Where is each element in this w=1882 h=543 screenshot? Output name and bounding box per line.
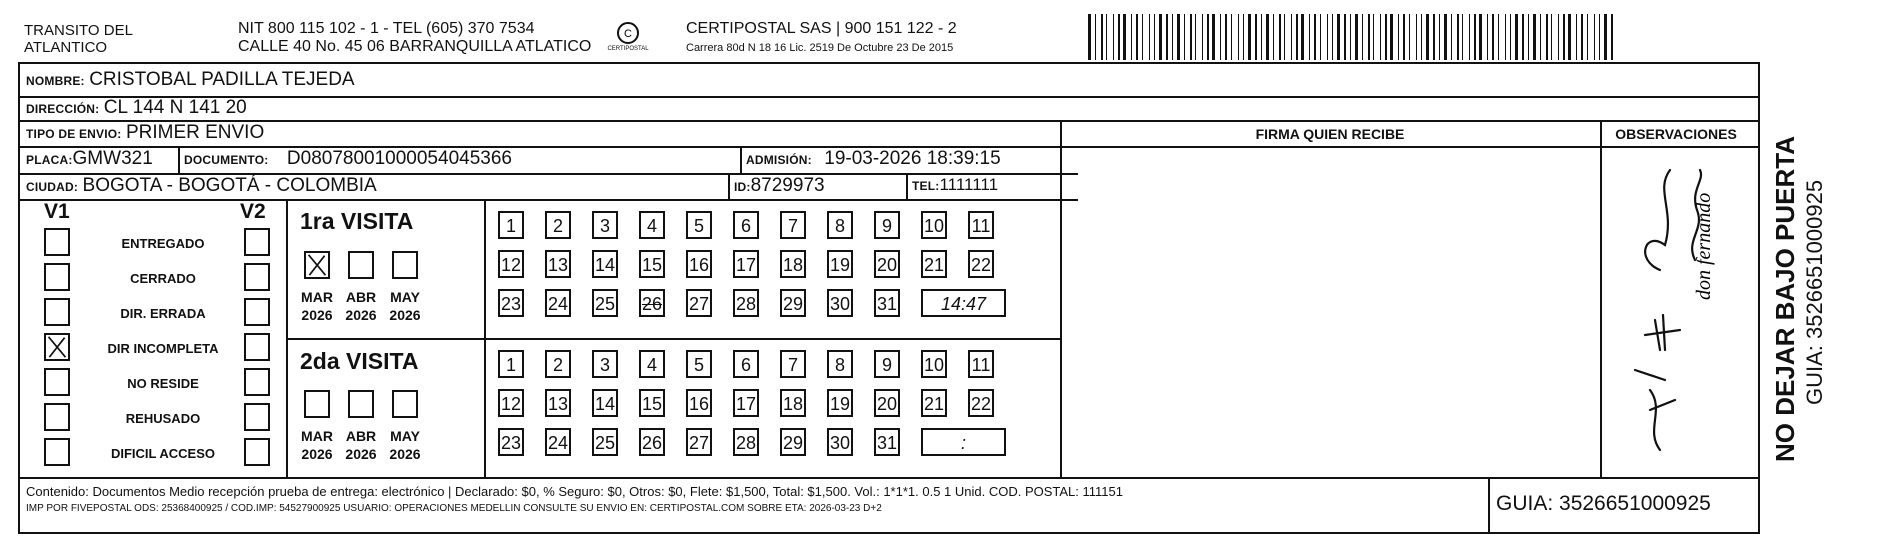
divider [178, 146, 180, 173]
day-box[interactable]: 16 [686, 389, 712, 417]
tel-value: 1111111 [939, 175, 999, 194]
day-box[interactable]: 17 [733, 250, 759, 278]
day-box[interactable]: 31 [874, 428, 900, 456]
day-box[interactable]: 24 [545, 428, 571, 456]
time-box[interactable]: : [921, 428, 1006, 456]
day-box[interactable]: 9 [874, 211, 900, 239]
tipo-row [26, 122, 264, 144]
tel-row [912, 175, 998, 195]
month-checkbox[interactable] [304, 390, 330, 418]
admision-value: 19-03-2026 18:39:15 [824, 148, 1001, 169]
divider [1752, 62, 1754, 534]
v2-checkbox[interactable] [244, 368, 270, 396]
v1-checkbox[interactable] [44, 333, 70, 361]
month-label: MAY [390, 428, 420, 444]
placa-value: GMW321 [72, 148, 153, 169]
barcode [1088, 14, 1616, 60]
v1-checkbox[interactable] [44, 228, 70, 256]
id-row [734, 175, 825, 197]
observaciones-header: OBSERVACIONES [1615, 126, 1737, 142]
day-box[interactable]: 25 [592, 289, 618, 317]
day-box[interactable]: 12 [498, 250, 524, 278]
day-box[interactable]: 3 [592, 211, 618, 239]
day-box[interactable]: 10 [921, 211, 947, 239]
day-box[interactable]: 3 [592, 350, 618, 378]
reason-label: NO RESIDE [127, 376, 199, 391]
day-box[interactable]: 28 [733, 289, 759, 317]
day-box[interactable]: 2 [545, 211, 571, 239]
day-box[interactable]: 4 [639, 350, 665, 378]
tel-label: TEL: [912, 179, 940, 193]
nombre-row [26, 69, 355, 91]
day-box[interactable]: 6 [733, 350, 759, 378]
day-box[interactable]: 18 [780, 389, 806, 417]
month-checkbox[interactable] [348, 390, 374, 418]
ciudad-label: CIUDAD: [26, 180, 79, 194]
day-box[interactable]: 29 [780, 428, 806, 456]
divider [906, 173, 908, 199]
v1-checkbox[interactable] [44, 368, 70, 396]
day-box[interactable]: 11 [968, 350, 994, 378]
divider [1488, 477, 1490, 534]
day-box[interactable]: 5 [686, 350, 712, 378]
divider [18, 96, 1760, 98]
day-box[interactable]: 26 [639, 428, 665, 456]
day-box[interactable]: 23 [498, 289, 524, 317]
year-label: 2026 [389, 446, 421, 462]
day-box[interactable]: 27 [686, 428, 712, 456]
day-box[interactable]: 17 [733, 389, 759, 417]
month-label: MAR [301, 428, 333, 444]
placa-row [26, 148, 153, 170]
day-box[interactable]: 20 [874, 250, 900, 278]
placa-label: PLACA: [26, 153, 73, 167]
year-label: 2026 [345, 446, 377, 462]
day-box[interactable]: 10 [921, 350, 947, 378]
day-box[interactable]: 11 [968, 211, 994, 239]
year-label: 2026 [345, 307, 377, 323]
nit-line: NIT 800 115 102 - 1 - TEL (605) 370 7534 [238, 20, 535, 37]
v2-checkbox[interactable] [244, 403, 270, 431]
day-box[interactable]: 8 [827, 211, 853, 239]
year-label: 2026 [389, 307, 421, 323]
nombre-value: CRISTOBAL PADILLA TEJEDA [89, 69, 355, 90]
day-box[interactable]: 30 [827, 289, 853, 317]
day-box[interactable]: 9 [874, 350, 900, 378]
day-box[interactable]: 15 [639, 250, 665, 278]
day-box[interactable]: 15 [639, 389, 665, 417]
side-warning: NO DEJAR BAJO PUERTA [1770, 135, 1800, 462]
month-checkbox[interactable] [348, 251, 374, 279]
direccion-value: CL 144 N 141 20 [103, 97, 247, 118]
v2-checkbox[interactable] [244, 263, 270, 291]
day-box[interactable]: 30 [827, 428, 853, 456]
documento-value: D08078001000054045366 [286, 148, 512, 169]
day-box[interactable]: 7 [780, 211, 806, 239]
day-box[interactable]: 18 [780, 250, 806, 278]
documento-row [184, 148, 512, 170]
day-box[interactable]: 24 [545, 289, 571, 317]
month-label: MAR [301, 289, 333, 305]
day-box[interactable]: 5 [686, 211, 712, 239]
day-box[interactable]: 2 [545, 350, 571, 378]
year-label: 2026 [301, 307, 333, 323]
nombre-label: NOMBRE: [26, 74, 85, 88]
certipostal-logo-text: CERTIPOSTAL [607, 46, 649, 52]
visit2-title: 2da VISITA [300, 348, 419, 374]
day-box[interactable]: 29 [780, 289, 806, 317]
admision-label: ADMISIÓN: [746, 153, 812, 167]
v2-checkbox[interactable] [244, 298, 270, 326]
day-box[interactable]: 23 [498, 428, 524, 456]
year-label: 2026 [301, 446, 333, 462]
v2-checkbox[interactable] [244, 333, 270, 361]
certipostal-logo [598, 20, 658, 61]
side-guia: GUIA: 3526651000925 [1802, 179, 1827, 405]
v2-label: V2 [240, 200, 266, 223]
day-box[interactable]: 19 [827, 389, 853, 417]
ciudad-value: BOGOTA - BOGOTÁ - COLOMBIA [82, 175, 377, 196]
direccion-row [26, 97, 247, 119]
day-box[interactable]: 22 [968, 389, 994, 417]
documento-label: DOCUMENTO: [184, 153, 269, 167]
month-checkbox[interactable] [304, 251, 330, 279]
v1-checkbox[interactable] [44, 298, 70, 326]
reason-label: DIFICIL ACCESO [110, 446, 215, 461]
divider [1600, 146, 1752, 148]
address-line: CALLE 40 No. 45 06 BARRANQUILLA ATLATICO [238, 38, 592, 55]
license-line: Carrera 80d N 18 16 Lic. 2519 De Octubre 23 De 2015 [686, 42, 954, 54]
month-label: MAY [390, 289, 420, 305]
v1-checkbox[interactable] [44, 263, 70, 291]
reason-label: REHUSADO [125, 411, 201, 426]
divider [18, 477, 1760, 479]
month-checkbox[interactable] [392, 251, 418, 279]
v1-label: V1 [44, 200, 70, 223]
day-box[interactable]: 31 [874, 289, 900, 317]
divider [18, 199, 1078, 201]
divider [1060, 120, 1062, 477]
day-box[interactable]: 8 [827, 350, 853, 378]
courier-line: CERTIPOSTAL SAS | 900 151 122 - 2 [686, 20, 957, 37]
v1-checkbox[interactable] [44, 438, 70, 466]
firma-header: FIRMA QUIEN RECIBE [1255, 126, 1405, 142]
month-label: ABR [345, 289, 377, 305]
footer-imp: IMP POR FIVEPOSTAL ODS: 25368400925 / COD.IMP: 54527900925 USUARIO: OPERACIONES MEDELLIN CONSULTE SU ENVIO EN: CERTIPOSTAL.COM SOBRE ETA: 2026-03-23 D+2 [26, 503, 882, 514]
divider [740, 146, 742, 173]
tipo-value: PRIMER ENVIO [125, 122, 265, 143]
direccion-label: DIRECCIÓN: [26, 102, 100, 116]
month-checkbox[interactable] [392, 390, 418, 418]
day-box[interactable]: 7 [780, 350, 806, 378]
ciudad-row [26, 175, 377, 197]
day-box[interactable]: 6 [733, 211, 759, 239]
reason-label: CERRADO [130, 271, 196, 286]
day-box[interactable]: 21 [921, 389, 947, 417]
footer-guia: GUIA: 3526651000925 [1496, 492, 1711, 515]
time-box[interactable]: 14:47 [921, 289, 1006, 317]
day-box[interactable]: 13 [545, 250, 571, 278]
divider [1600, 120, 1602, 477]
reason-label: DIR. ERRADA [120, 306, 206, 321]
day-box[interactable]: 21 [921, 250, 947, 278]
svg-text:C: C [624, 28, 632, 40]
admision-row [746, 148, 1001, 170]
visit1-title: 1ra VISITA [300, 208, 414, 234]
day-box[interactable]: 1 [498, 350, 524, 378]
id-value: 8729973 [750, 175, 825, 196]
month-label: ABR [345, 428, 377, 444]
day-box[interactable]: 14 [592, 389, 618, 417]
divider [18, 120, 1760, 122]
reason-label: DIR INCOMPLETA [107, 341, 219, 356]
day-box[interactable]: 13 [545, 389, 571, 417]
day-box[interactable]: 12 [498, 389, 524, 417]
day-box[interactable]: 14 [592, 250, 618, 278]
day-box[interactable]: 28 [733, 428, 759, 456]
day-box[interactable]: 20 [874, 389, 900, 417]
tipo-label: TIPO DE ENVIO: [26, 127, 122, 141]
day-box[interactable]: 16 [686, 250, 712, 278]
day-box[interactable]: 1 [498, 211, 524, 239]
day-box[interactable]: 19 [827, 250, 853, 278]
handwritten-note [1605, 150, 1745, 470]
handwritten-note-text: don fernando [1693, 192, 1715, 300]
day-box[interactable]: 22 [968, 250, 994, 278]
day-box[interactable]: 4 [639, 211, 665, 239]
v1-checkbox[interactable] [44, 403, 70, 431]
day-box[interactable]: 25 [592, 428, 618, 456]
company-name: TRANSITO DEL ATLANTICO [24, 22, 133, 56]
divider [728, 173, 730, 199]
v2-checkbox[interactable] [244, 228, 270, 256]
divider [286, 338, 1060, 340]
footer-content: Contenido: Documentos Medio recepción prueba de entrega: electrónico | Declarado: $0, % Seguro: $0, Otros: $0, Flete: $1,500, Total: $1,500. Vol.: 1*1*1. 0.5 1 Unid. COD. POSTAL: 111151 [26, 484, 1123, 499]
reason-label: ENTREGADO [121, 236, 205, 251]
day-box[interactable]: 26 [639, 289, 665, 317]
v2-checkbox[interactable] [244, 438, 270, 466]
day-box[interactable]: 27 [686, 289, 712, 317]
id-label: ID: [734, 180, 751, 194]
